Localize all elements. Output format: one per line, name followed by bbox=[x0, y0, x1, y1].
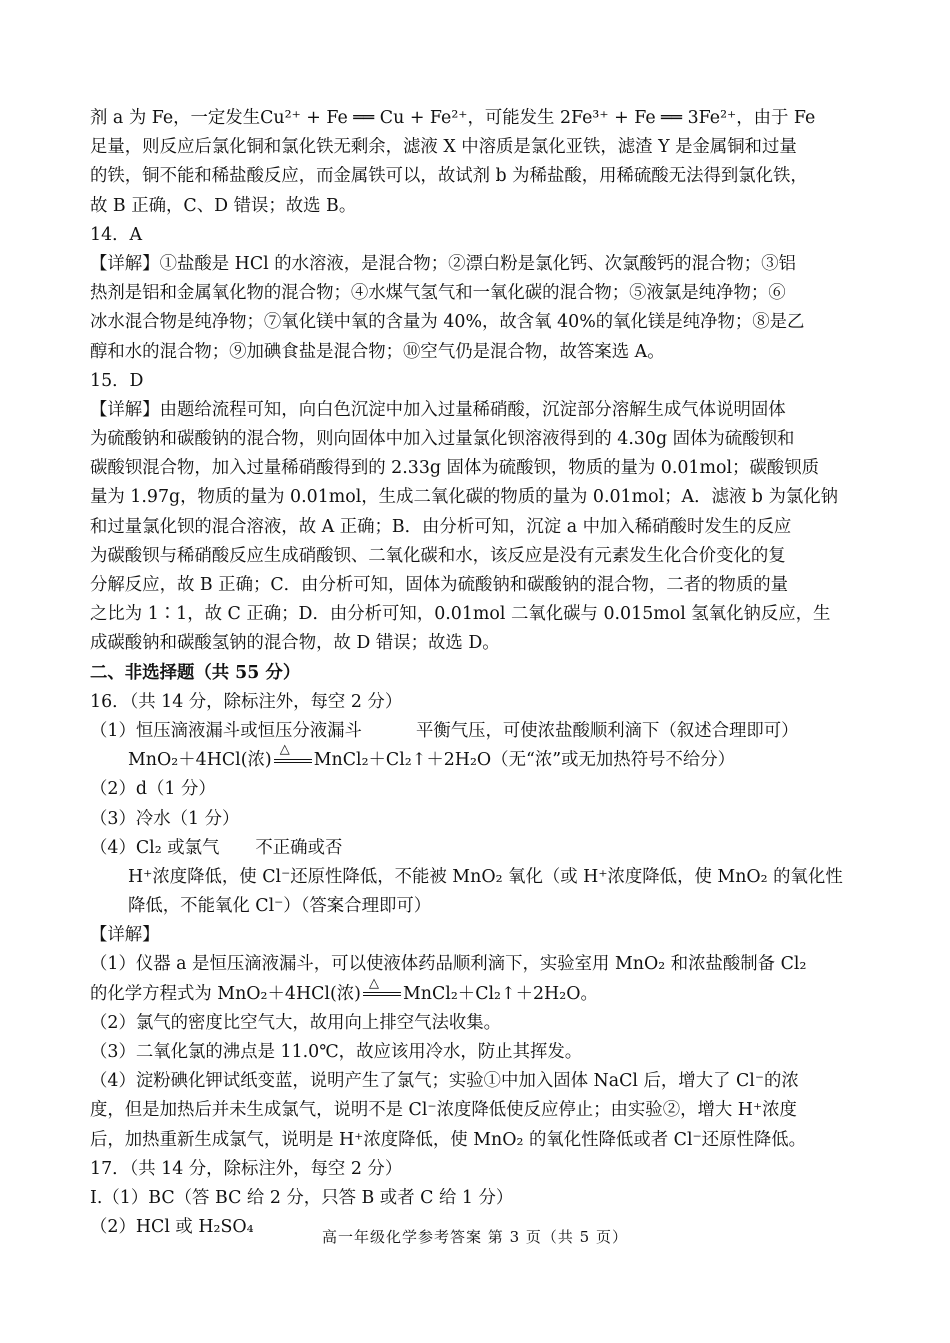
answer-content bbox=[90, 104, 862, 1242]
heat-symbol: △ bbox=[368, 975, 379, 991]
text-line: 度，但是加热后并未生成氯气，说明不是 Cl⁻浓度降低使反应停止；由实验②，增大 H⁺浓度 bbox=[90, 1100, 797, 1121]
section-heading: 二、非选择题（共 55 分） bbox=[90, 662, 301, 683]
heat-symbol: △ bbox=[279, 742, 290, 758]
equation-right: MnCl₂＋Cl₂↑＋2H₂O。 bbox=[402, 983, 598, 1004]
heat-equals-sign bbox=[272, 742, 314, 775]
text-line: 足量，则反应后氯化铜和氯化铁无剩余，滤液 X 中溶质是氯化亚铁，滤渣 Y 是金属铜和过量 bbox=[90, 137, 797, 158]
heat-equals-sign bbox=[361, 975, 403, 1009]
text-line: H⁺浓度降低，使 Cl⁻还原性降低，不能被 MnO₂ 氧化（或 H⁺浓度降低，使 MnO₂ 的氧化性 bbox=[128, 866, 843, 887]
text-line: 热剂是铝和金属氧化物的混合物；④水煤气氢气和一氧化碳的混合物；⑤液氯是纯净物；⑥ bbox=[90, 283, 786, 304]
equation-left: MnO₂＋4HCl(浓) bbox=[128, 750, 272, 771]
question-14-answer: 14．A bbox=[90, 224, 143, 245]
text-line: （1）仪器 a 是恒压滴液漏斗，可以使液体药品顺利滴下，实验室用 MnO₂ 和浓盐酸制备 Cl₂ bbox=[90, 954, 807, 975]
text-line: 为碳酸钡与稀硝酸反应生成硝酸钡、二氧化碳和水，该反应是没有元素发生化合价变化的复 bbox=[90, 545, 786, 566]
text-line: 故 B 正确，C、D 错误；故选 B。 bbox=[90, 195, 357, 216]
text-line: （4）淀粉碘化钾试纸变蓝，说明产生了氯气；实验①中加入固体 NaCl 后，增大了 Cl⁻的浓 bbox=[90, 1071, 799, 1092]
q16-a4-right: 不正确或否 bbox=[255, 837, 343, 858]
text-line: 剂 a 为 Fe，一定发生Cu²⁺ + Fe ══ Cu + Fe²⁺，可能发生 2Fe³⁺ + Fe ══ 3Fe²⁺，由于 Fe bbox=[90, 108, 816, 128]
question-16-head: 16．（共 14 分，除标注外，每空 2 分） bbox=[90, 691, 403, 712]
q16-answer-3: （3）冷水（1 分） bbox=[90, 808, 240, 829]
text-line: 降低，不能氧化 Cl⁻）（答案合理即可） bbox=[128, 896, 432, 917]
q16-equation bbox=[90, 742, 862, 775]
text-line: 醇和水的混合物；⑨加碘食盐是混合物；⑩空气仍是混合物，故答案选 A。 bbox=[90, 341, 665, 362]
text-line: 量为 1.97g，物质的量为 0.01mol，生成二氧化碳的物质的量为 0.01mol；A．滤液 b 为氯化钠 bbox=[90, 487, 839, 508]
text-line: 【详解】①盐酸是 HCl 的水溶液，是混合物；②漂白粉是氯化钙、次氯酸钙的混合物；③铝 bbox=[90, 253, 796, 274]
q17-answer-1: I.（1）BC（答 BC 给 2 分，只答 B 或者 C 给 1 分） bbox=[90, 1187, 514, 1208]
text-line: 冰水混合物是纯净物；⑦氧化镁中氧的含量为 40%，故含氧 40%的氧化镁是纯净物；⑧是乙 bbox=[90, 312, 805, 333]
text-line: 为硫酸钠和碳酸钠的混合物，则向固体中加入过量氯化钡溶液得到的 4.30g 固体为硫酸钡和 bbox=[90, 429, 795, 450]
text-line: 和过量氯化钡的混合溶液，故 A 正确；B．由分析可知，沉淀 a 中加入稀硝酸时发生的反应 bbox=[90, 516, 792, 537]
text-line: 之比为 1∶1，故 C 正确；D．由分析可知，0.01mol 二氧化碳与 0.015mol 氢氧化钠反应，生 bbox=[90, 604, 831, 625]
q16-detail-equation bbox=[90, 975, 862, 1009]
text-line: 后，加热重新生成氯气，说明是 H⁺浓度降低，使 MnO₂ 的氧化性降低或者 Cl⁻还原性降低。 bbox=[90, 1129, 807, 1150]
q16-answer-4 bbox=[90, 834, 862, 863]
equation-left: 的化学方程式为 MnO₂＋4HCl(浓) bbox=[90, 983, 361, 1004]
equation-right: MnCl₂＋Cl₂↑＋2H₂O（无“浓”或无加热符号不给分） bbox=[313, 750, 736, 771]
text-line: （3）二氧化氯的沸点是 11.0℃，故应该用冷水，防止其挥发。 bbox=[90, 1042, 583, 1062]
q16-answer-2: （2）d（1 分） bbox=[90, 779, 216, 800]
question-15-answer: 15．D bbox=[90, 370, 144, 391]
page-footer: 高一年级化学参考答案 第 3 页（共 5 页） bbox=[322, 1228, 628, 1246]
text-line: 碳酸钡混合物，加入过量稀硝酸得到的 2.33g 固体为硫酸钡，物质的量为 0.01mol；碳酸钡质 bbox=[90, 458, 819, 479]
q17-answer-2: （2）HCl 或 H₂SO₄ bbox=[90, 1217, 254, 1238]
q16-a1-right: 平衡气压，可使浓盐酸顺利滴下（叙述合理即可） bbox=[415, 720, 799, 741]
q16-answer-1 bbox=[90, 717, 862, 746]
text-line: 的铁，铜不能和稀盐酸反应，而金属铁可以，故试剂 b 为稀盐酸，用稀硫酸无法得到氯化铁， bbox=[90, 166, 808, 187]
text-line: 【详解】由题给流程可知，向白色沉淀中加入过量稀硝酸，沉淀部分溶解生成气体说明固体 bbox=[90, 399, 786, 420]
detail-heading: 【详解】 bbox=[90, 925, 160, 946]
q16-a4-label: （4）Cl₂ 或氯气 bbox=[90, 837, 220, 858]
question-17-head: 17．（共 14 分，除标注外，每空 2 分） bbox=[90, 1158, 403, 1179]
text-line: （2）氯气的密度比空气大，故用向上排空气法收集。 bbox=[90, 1012, 502, 1033]
text-line: 成碳酸钠和碳酸氢钠的混合物，故 D 错误；故选 D。 bbox=[90, 633, 500, 654]
q16-a1-label: （1）恒压滴液漏斗或恒压分液漏斗 bbox=[90, 720, 362, 741]
text-line: 分解反应，故 B 正确；C．由分析可知，固体为硫酸钠和碳酸钠的混合物，二者的物质的量 bbox=[90, 575, 788, 595]
